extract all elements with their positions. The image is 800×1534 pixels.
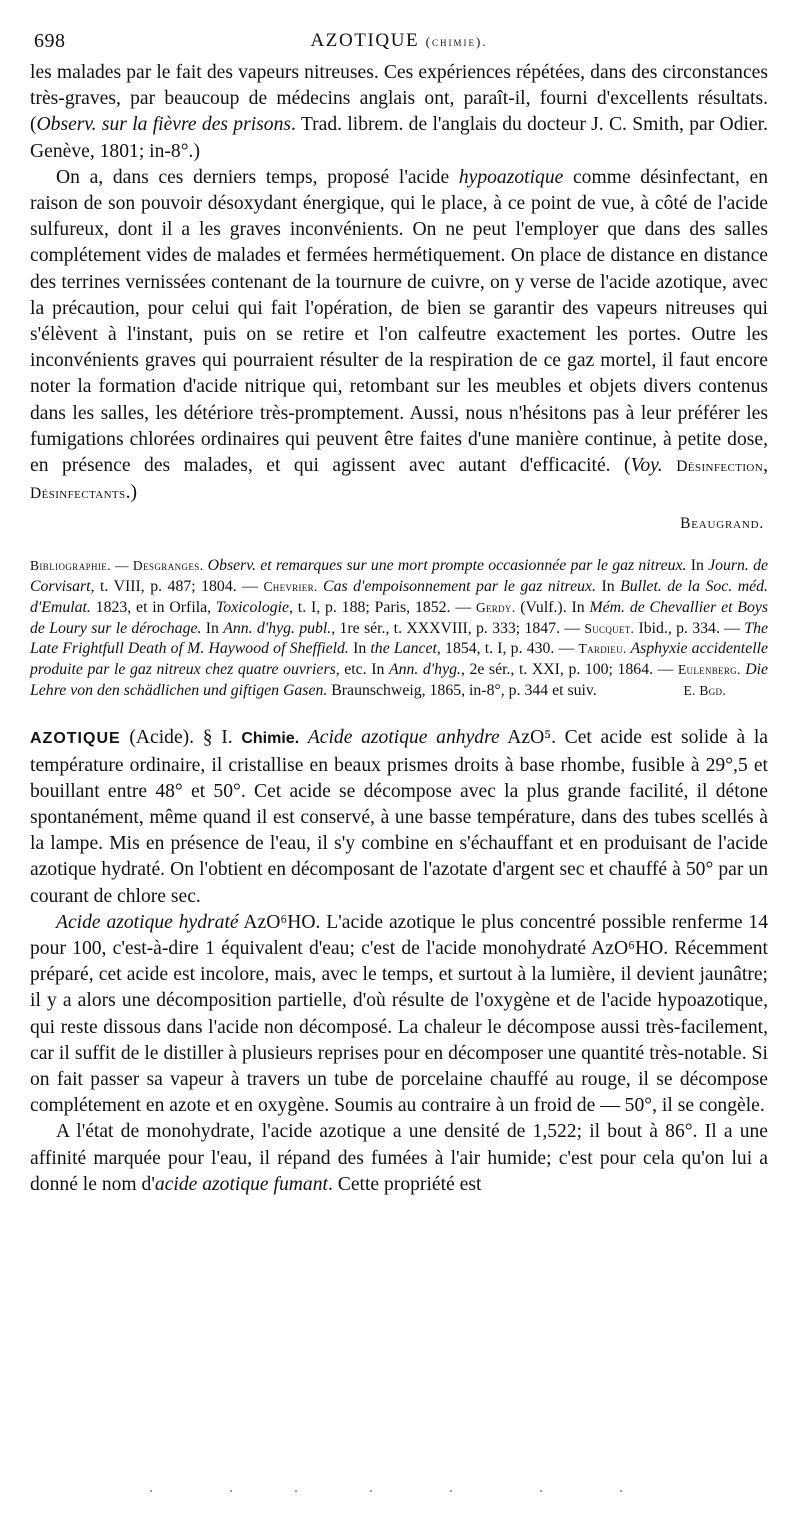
text-run: .) (125, 482, 138, 504)
paragraph-hydrated-acid (30, 910, 768, 1120)
paragraph-anhydrous-acid (30, 725, 768, 909)
biblio-title: Asphyxie accidentelle produite par le gaz nitreux chez quatre ouvriers, (30, 640, 768, 678)
italic-voy: Voy. (630, 455, 663, 477)
biblio-source: Ann. d'hyg. (388, 660, 461, 678)
bibliography-lead: Bibliographie. — Desgranges. (30, 558, 204, 574)
speck (150, 1490, 152, 1492)
speck (295, 1490, 297, 1492)
italic-term: acide azotique fumant (154, 1173, 328, 1195)
section-label: Chimie. (241, 730, 300, 748)
biblio-author: Gerdy. (475, 599, 516, 615)
biblio-source: Journ. de Corvisart (30, 557, 768, 596)
speck (450, 1490, 452, 1492)
biblio-text: , t. VIII, p. 487; 1804. — (90, 578, 264, 596)
running-header (30, 0, 768, 60)
biblio-source: Ann. d'hyg. publ. (223, 619, 332, 637)
text-run: AzO⁵. Cet acide est solide à la température ordinaire, il cristallise en beaux prismes droits à base rhombe, fusible à 29°,5 et bouillant entre 48° et 50°. Cet acide se décompose avec la plus grande facilité, il détone spontanément, même quand il est conservé, à une basse température, dans des tubes scellés à la lampe. Mis en présence de l'eau, il s'y combine en s'échauffant et en produisant de l'acide azotique hydraté. On l'obtient en décomposant de l'azotate d'argent sec et chauffé à 50° par un courant de chlore sec. (30, 727, 769, 907)
biblio-text: In (686, 557, 709, 575)
biblio-title: Mém. de Chevallier et Boys de Loury sur le dérochage. (30, 598, 768, 637)
biblio-author: Sucquet. (584, 620, 635, 636)
cross-reference: Désinfection (676, 458, 764, 476)
text-run: . Cette propriété est (327, 1173, 482, 1195)
speck (230, 1490, 232, 1492)
cross-reference: Désinfectants (30, 485, 126, 503)
page (30, 0, 768, 1198)
italic-term: hypoazotique (458, 166, 564, 188)
bibliography (30, 556, 768, 701)
speck (370, 1490, 372, 1492)
text-run: A l'état de monohydrate, l'acide azotique a une densité de 1,522; il bout à 86°. Il a une affinité marquée pour l'eau, il répand des fumées à l'air humide; c'est pour cela qu'on lui a donné le nom d' (30, 1121, 768, 1195)
biblio-title: Cas d'empoisonnement par le gaz nitreux. (317, 578, 596, 596)
text-run (299, 727, 308, 748)
biblio-text: In (201, 619, 224, 637)
biblio-source: Toxicologie (215, 598, 290, 616)
biblio-text: etc. In (339, 660, 389, 678)
text-run: On a, dans ces derniers temps, proposé l'acide (56, 166, 459, 188)
text-run: . Trad. librem. de l'anglais du docteur J. C. Smith, par Odier. Genève, 1801; in-8°.) (30, 114, 768, 162)
text-run: AzO⁶HO. L'acide azotique le plus concentré possible renferme 14 pour 100, c'est-à-dire 1 équivalent d'eau; c'est de l'acide monohydraté AzO⁶HO. Récemment préparé, cet acide est incolore, mais, avec le temps, et surtout à la lumière, il devient jaunâtre; il y a alors une décomposition partielle, d'où résulte de l'oxygène et de l'acide hypoazotique, qui reste dissous dans l'acide non décomposé. La chaleur le décompose aussi très-facilement, car il suffit de le distiller à plusieurs reprises pour en décomposer une quantité très-notable. Si on fait passer sa vapeur à travers un tube de porcelaine chauffé au rouge, il se décompose complétement en azote et en oxygène. Soumis au contraire à un froid de — 50°, il se congèle. (30, 911, 768, 1117)
main-text (30, 60, 768, 507)
biblio-author: Tardieu. (578, 641, 627, 657)
biblio-title: Observ. et remarques sur une mort prompte occasionnée par le gaz nitreux. (203, 557, 687, 575)
paragraph-monohydrate (30, 1119, 768, 1198)
biblio-text: Braunschweig, 1865, in-8°, p. 344 et suiv. (327, 681, 597, 699)
running-title-main: AZOTIQUE (310, 30, 420, 51)
running-title (30, 30, 768, 52)
biblio-text: , t. I, p. 188; Paris, 1852. — (289, 598, 476, 616)
article-azotique-acide (30, 725, 768, 1198)
text-run: les malades par le fait des vapeurs nitreuses. Ces expériences répétées, dans des circonstances très-graves, par beaucoup de médecins anglais ont, paraît-il, fourni d'excellents résultats. ( (30, 62, 768, 136)
paragraph-prison-fever (30, 60, 768, 165)
biblio-source: Bullet. de la Soc. méd. d'Emulat. (30, 578, 768, 616)
text-run: comme désinfectant, en raison de son pouvoir désoxydant énergique, qui le place, à ce point de vue, à côté de l'acide sulfureux, dont il a les graves inconvénients. On ne peut l'employer que dans des salles complétement vides de malades et fermées hermétiquement. On place de distance en distance des terrines vernissées contenant de la tournure de cuivre, on y verse de l'acide azotique, avec la précaution, pour celui qui fait l'opération, de bien se garantir des vapeurs nitreuses qui s'élèvent à l'instant, puis on se retire et l'on calfeutre exactement les portes. Outre les inconvénients graves qui pourraient résulter de la respiration de ce gaz mortel, il faut encore noter la formation d'acide nitrique qui, retombant sur les meubles et objets divers contenus dans les salles, les détériore très-promptement. Aussi, nous n'hésitons pas à leur préférer les fumigations chlorées ordinaires qui peuvent être faites d'une manière continue, à petite dose, en présence des malades, et qui agissent avec autant d'efficacité. ( (30, 166, 769, 477)
paragraph-hypoazotic-disinfectant (30, 165, 768, 508)
author-signature-beaugrand: Beaugrand. (680, 515, 764, 533)
text-run: (Acide). § I. (120, 727, 242, 749)
author-signature-bgd: E. Bgd. (683, 682, 726, 698)
biblio-text: , 1re sér., t. XXXVIII, p. 333; 1847. — (331, 619, 585, 637)
italic-term: Acide azotique anhydre (307, 727, 500, 749)
entry-headword: AZOTIQUE (30, 730, 121, 748)
biblio-text: Ibid., p. 334. — (634, 619, 745, 637)
running-title-section: (chimie). (425, 34, 488, 49)
speck (620, 1490, 622, 1492)
page-number: 698 (34, 30, 66, 52)
italic-citation: Observ. sur la fièvre des prisons (36, 114, 292, 136)
biblio-source: the Lancet (370, 640, 437, 658)
biblio-text: , 1854, t. I, p. 430. — (436, 640, 579, 658)
biblio-text: 1823, et in Orfila, (90, 598, 216, 616)
biblio-title: Die Lehre von den schädlichen und giftigen Gasen. (30, 660, 769, 699)
speck (540, 1490, 542, 1492)
biblio-text: , 2e sér., t. XXI, p. 100; 1864. — (460, 660, 678, 678)
biblio-text: In (595, 578, 621, 596)
biblio-text: In (348, 640, 371, 658)
biblio-title: The Late Frightfull Death of M. Haywood of Sheffield. (30, 619, 768, 658)
biblio-author: Chevrier. (263, 579, 318, 595)
scan-speckles (120, 1490, 680, 1500)
italic-term: Acide azotique hydraté (56, 911, 239, 933)
text-run: , (763, 455, 769, 477)
biblio-author: Eulenberg. (678, 661, 741, 677)
biblio-text: (Vulf.). In (515, 598, 590, 616)
